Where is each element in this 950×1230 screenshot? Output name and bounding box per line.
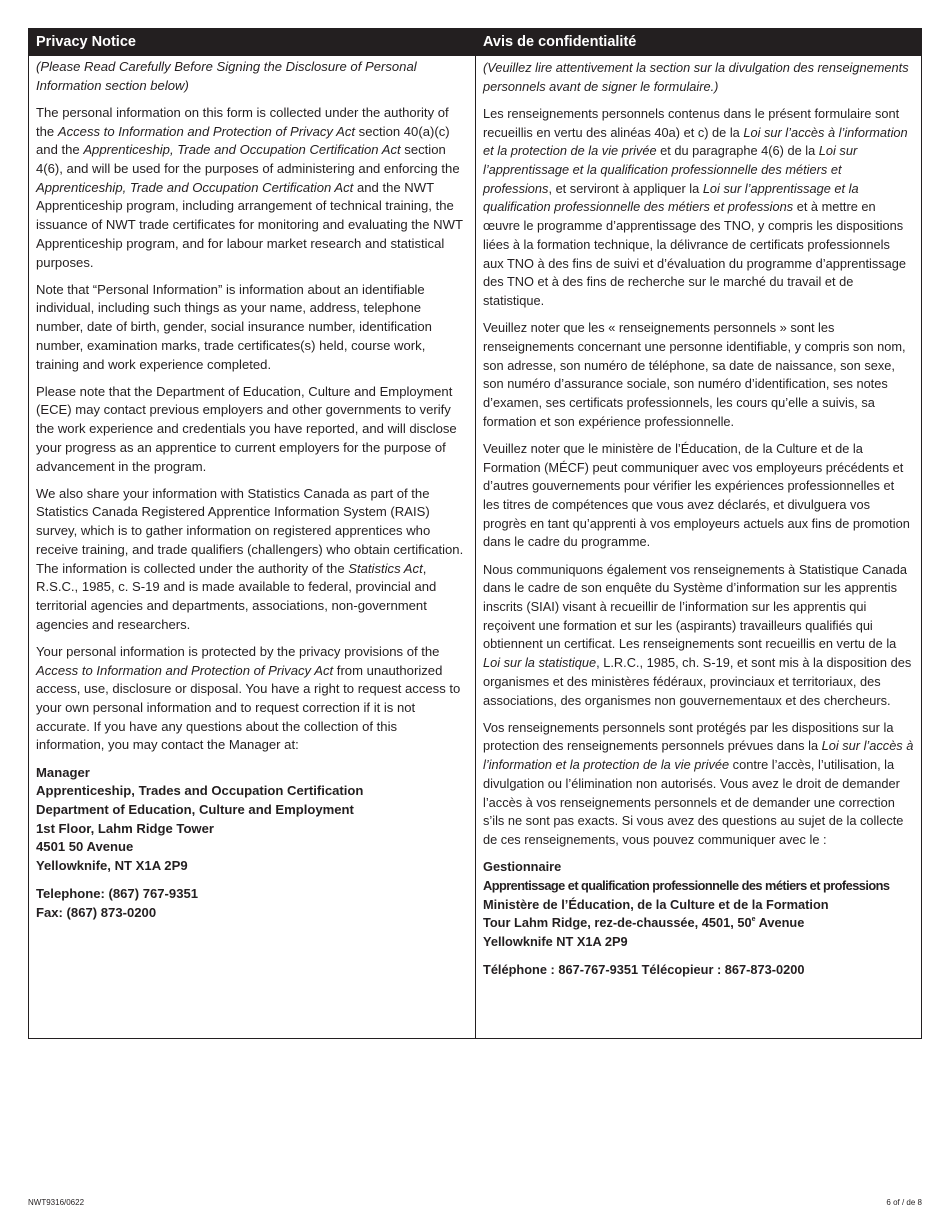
english-contact-address xyxy=(36,764,468,876)
french-paragraph-statistics-canada: Nous communiquons également vos renseignements à Statistique Canada dans le cadre de son enquête du Système d’information sur les apprentis inscrits (SIAI) visant à recueillir de l’information sur les apprentis qui reçoivent une formation et sur les (aspirants) travailleurs qualifiés qui obtiennent un certificat. Les renseignements sont recueillis en vertu de la Loi sur la statistique, L.R.C., 1985, ch. S-19, et sont mis à la disposition des organismes et des ministères fédéraux, provinciaux et territoriaux, des associations, des organismes non gouvernementaux et des chercheurs. xyxy=(483,561,912,708)
french-column xyxy=(476,29,921,1038)
address-line: Gestionnaire xyxy=(483,859,562,875)
fax-number: Fax: (867) 873-0200 xyxy=(36,904,157,920)
english-paragraph-statistics-canada: We also share your information with Statistics Canada as part of the Statistics Canada Registered Apprentice Information System (RAIS) survey, which is to gather information on registered apprentices who receive training, and trade qualifiers (challengers) who obtain certification. The information is collected under the authority of the Statistics Act, R.S.C., 1985, c. S-19 and is made available to federal, provincial and territorial agencies and departments, associations, non-government agencies and researchers. xyxy=(36,485,464,632)
english-paragraph-verification: Please note that the Department of Education, Culture and Employment (ECE) may contact previous employers and other governments to verify the work experience and credentials you have reported, and will disclose your progress as an apprentice to current employers for the purpose of advancement in the program. xyxy=(36,383,457,474)
address-line: Yellowknife NT X1A 2P9 xyxy=(483,933,628,949)
telephone-number: Telephone: (867) 767-9351 xyxy=(36,885,199,901)
address-line: Ministère de l’Éducation, de la Culture et de la Formation xyxy=(483,896,829,912)
english-paragraph-collection-authority: The personal information on this form is collected under the authority of the Access to Information and Protection of Privacy Act section 40(a)(c) and the Apprenticeship, Trade and Occupation Certification Act section 4(6), and will be used for the purposes of administering and enforcing the Apprenticeship, Trade and Occupation Certification Act and the NWT Apprenticeship program, including arrangement of technical training, the issuance of NWT trade certificates for monitoring and evaluating the NWT Apprenticeship program, and for labour market research and statistical purposes. xyxy=(36,104,463,270)
page-number: 6 of / de 8 xyxy=(886,1198,922,1207)
english-column xyxy=(29,29,476,1038)
form-code: NWT9316/0622 xyxy=(28,1198,85,1207)
french-heading: Avis de confidentialité xyxy=(476,29,921,56)
address-line: Apprentissage et qualification professionnelle des métiers et professions xyxy=(483,877,890,893)
french-intro: (Veuillez lire attentivement la section sur la divulgation des renseignements personnels avant de signer le formulaire.) xyxy=(483,60,909,94)
french-contact-numbers xyxy=(483,961,914,980)
address-line: Manager xyxy=(36,764,90,780)
english-contact-numbers xyxy=(36,885,468,922)
privacy-notice-table xyxy=(28,28,922,1039)
address-line: Yellowknife, NT X1A 2P9 xyxy=(36,858,188,874)
address-line: 4501 50 Avenue xyxy=(36,839,134,855)
french-contact-address xyxy=(483,858,914,952)
english-intro: (Please Read Carefully Before Signing the Disclosure of Personal Information section below) xyxy=(36,59,417,93)
address-line: 1st Floor, Lahm Ridge Tower xyxy=(36,820,214,836)
telephone-fax-numbers: Téléphone : 867-767-9351 Télécopieur : 867-873-0200 xyxy=(483,961,805,977)
address-line: Apprenticeship, Trades and Occupation Certification xyxy=(36,783,364,799)
french-paragraph-collection-authority: Les renseignements personnels contenus dans le présent formulaire sont recueillis en vertu des alinéas 40a) et c) de la Loi sur l’accès à l’information et la protection de la vie privée et du paragraphe 4(6) de la Loi sur l’apprentissage et la qualification professionnelle des métiers et professions, et serviront à appliquer la Loi sur l’apprentissage et la qualification professionnelle des métiers et professions et à mettre en œuvre le programme d’apprentissage des TNO, y compris les dispositions liées à la formation technique, la délivrance de certificats professionnels aux TNO à des fins de suivi et d’évaluation du programme d’apprentissage des TNO et à des fins de recherche sur le marché du travail et de statistique. xyxy=(483,105,908,308)
address-line: Department of Education, Culture and Employment xyxy=(36,802,354,818)
english-paragraph-protection: Your personal information is protected by the privacy provisions of the Access to Information and Protection of Privacy Act from unauthorized access, use, disclosure or disposal. You have a right to request access to your own personal information and to request correction if it is not accurate. If you have any questions about the collection of this information, you may contact the Manager at: xyxy=(36,643,461,753)
english-body xyxy=(29,56,475,922)
french-paragraph-personal-info-definition: Veuillez noter que les « renseignements personnels » sont les renseignements concernant une personne identifiable, y compris son nom, son adresse, son numéro de téléphone, sa date de naissance, son sexe, son numéro d’assurance sociale, son numéro d’identification, ses notes d’examen, ses certificats professionnels, les cours qu’elle a suivis, sa formation et son expérience professionnelle. xyxy=(483,320,906,429)
english-paragraph-personal-info-definition: Note that “Personal Information” is information about an identifiable individual, including such things as your name, address, telephone number, date of birth, gender, social insurance number, identification number, examination marks, trade certificates(s) held, course work, training and work experience completed. xyxy=(36,281,432,372)
french-paragraph-verification: Veuillez noter que le ministère de l’Éducation, de la Culture et de la Formation (MÉCF) peut communiquer avec vos employeurs précédents et d’autres gouvernements pour vérifier les expériences professionnelles et les titres de compétences que vous avez déclarés, et divulguera vos progrès en tant qu’apprenti à vos employeurs actuels aux fins de promotion dans le cadre du programme. xyxy=(483,440,910,550)
address-line: Tour Lahm Ridge, rez-de-chaussée, 4501, 50e Avenue xyxy=(483,915,805,931)
english-heading: Privacy Notice xyxy=(29,29,475,56)
french-paragraph-protection: Vos renseignements personnels sont protégés par les dispositions sur la protection des renseignements personnels prévues dans la Loi sur l’accès à l’information et la protection de la vie privée contre l’accès, l’utilisation, la divulgation ou l’élimination non autorisés. Vous avez le droit de demander l’accès à vos renseignements personnels et de demander une correction s’ils ne sont pas exacts. Si vous avez des questions au sujet de la collecte de ces renseignements, vous pouvez communiquer avec le : xyxy=(483,719,914,847)
french-body xyxy=(476,56,921,979)
